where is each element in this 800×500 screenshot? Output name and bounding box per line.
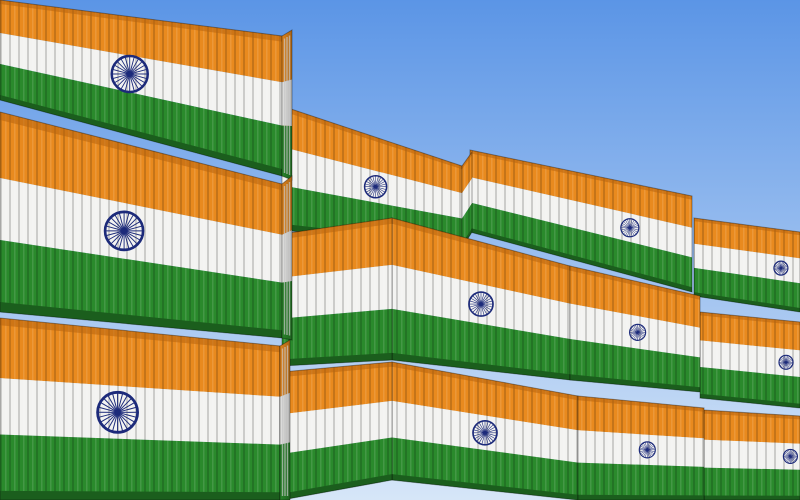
ashoka-chakra-icon (105, 212, 143, 250)
ashoka-chakra-icon (639, 442, 655, 458)
ashoka-chakra-icon (630, 324, 646, 340)
ashoka-chakra-icon (473, 421, 497, 445)
shipping-container (0, 318, 290, 500)
shipping-container (700, 312, 800, 408)
ashoka-chakra-icon (365, 176, 387, 198)
shipping-container (694, 218, 800, 312)
ashoka-chakra-icon (621, 219, 639, 237)
shipping-container (462, 152, 472, 248)
shipping-container (282, 218, 392, 366)
shipping-container (578, 396, 704, 500)
ashoka-chakra-icon (469, 292, 493, 316)
ashoka-chakra-icon (98, 392, 138, 432)
ashoka-chakra-icon (112, 56, 148, 92)
ashoka-chakra-icon (779, 355, 793, 369)
ashoka-chakra-icon (783, 449, 797, 463)
shipping-container (282, 362, 392, 500)
ashoka-chakra-icon (774, 261, 788, 275)
shipping-container (704, 410, 800, 500)
